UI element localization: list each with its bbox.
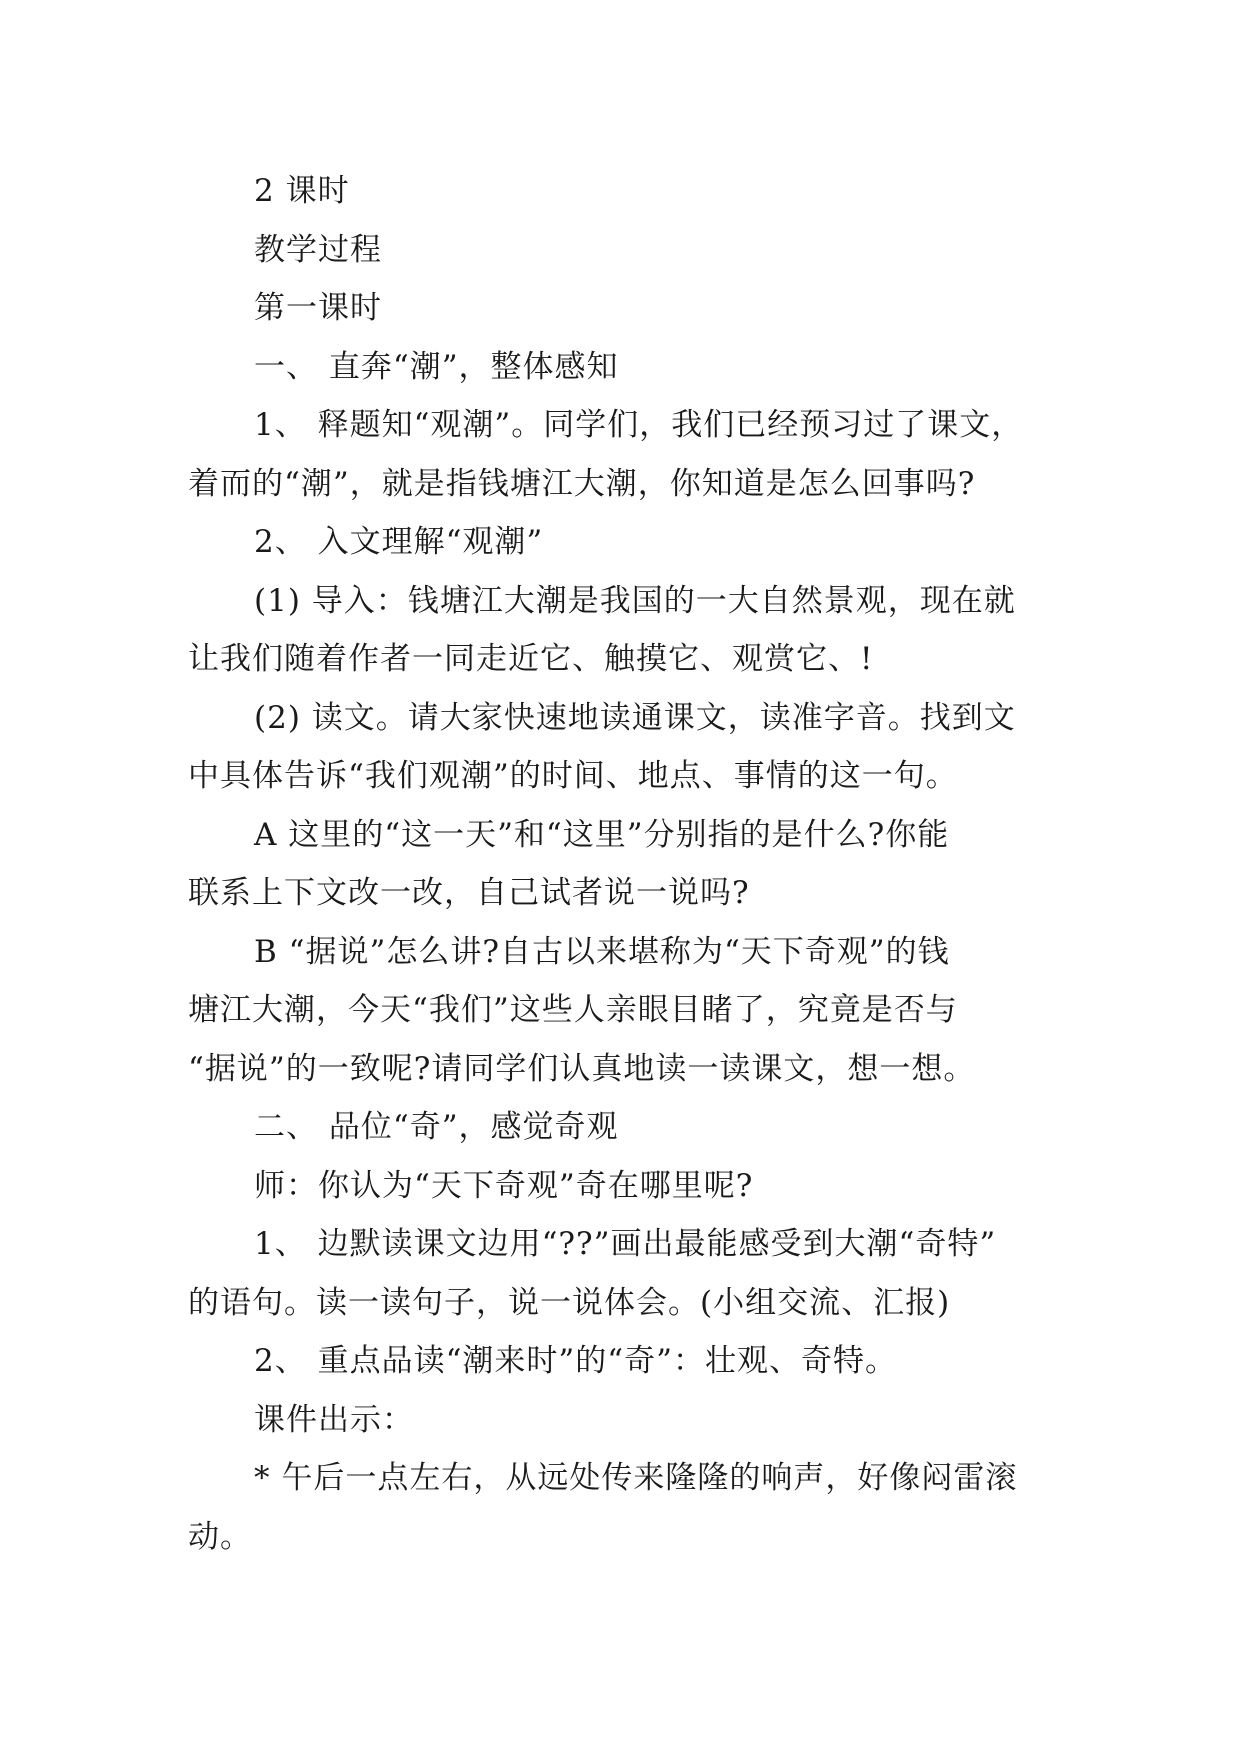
- text-line: 2 课时: [254, 173, 350, 209]
- text-line: (2) 读文。请大家快速地读通课文，读准字音。找到文: [254, 699, 1016, 736]
- text-line: 中具体告诉“我们观潮”的时间、地点、事情的这一句。: [188, 758, 958, 794]
- text-line: 课件出示：: [254, 1401, 414, 1438]
- text-line: 2、 重点品读“潮来时”的“奇”：壮观、奇特。: [254, 1343, 897, 1379]
- text-line: 联系上下文改一改，自己试者说一说吗?: [188, 875, 750, 911]
- text-line: 让我们随着作者一同走近它、触摸它、观赏它、!: [188, 641, 874, 677]
- text-line: 一、 直奔“潮”，整体感知: [254, 348, 619, 385]
- text-line: “据说”的一致呢?请同学们认真地读一读课文，想一想。: [188, 1050, 976, 1087]
- text-line: 教学过程: [254, 231, 382, 268]
- text-line: 1、 释题知“观潮”。同学们，我们已经预习过了课文，: [254, 407, 1024, 443]
- text-line: 第一课时: [254, 290, 382, 326]
- text-line: 动。: [188, 1518, 252, 1555]
- text-line: B “据说”怎么讲?自古以来堪称为“天下奇观”的钱: [254, 933, 950, 970]
- text-line: 师：你认为“天下奇观”奇在哪里呢?: [254, 1167, 754, 1204]
- text-line: 着而的“潮”，就是指钱塘江大潮，你知道是怎么回事吗?: [188, 465, 976, 502]
- text-line: * 午后一点左右，从远处传来隆隆的响声，好像闷雷滚: [254, 1460, 1018, 1496]
- text-line: (1) 导入：钱塘江大潮是我国的一大自然景观，现在就: [254, 582, 1016, 619]
- document-body: [188, 162, 1058, 1566]
- text-line: 1、 边默读课文边用“??”画出最能感受到大潮“奇特”: [254, 1226, 997, 1262]
- text-line: A 这里的“这一天”和“这里”分别指的是什么?你能: [254, 816, 950, 853]
- text-line: 2、 入文理解“观潮”: [254, 524, 544, 560]
- text-line: 塘江大潮，今天“我们”这些人亲眼目睹了，究竟是否与: [188, 992, 958, 1028]
- text-line: 的语句。读一读句子，说一说体会。(小组交流、汇报): [188, 1284, 951, 1321]
- text-line: 二、 品位“奇”，感觉奇观: [254, 1109, 619, 1145]
